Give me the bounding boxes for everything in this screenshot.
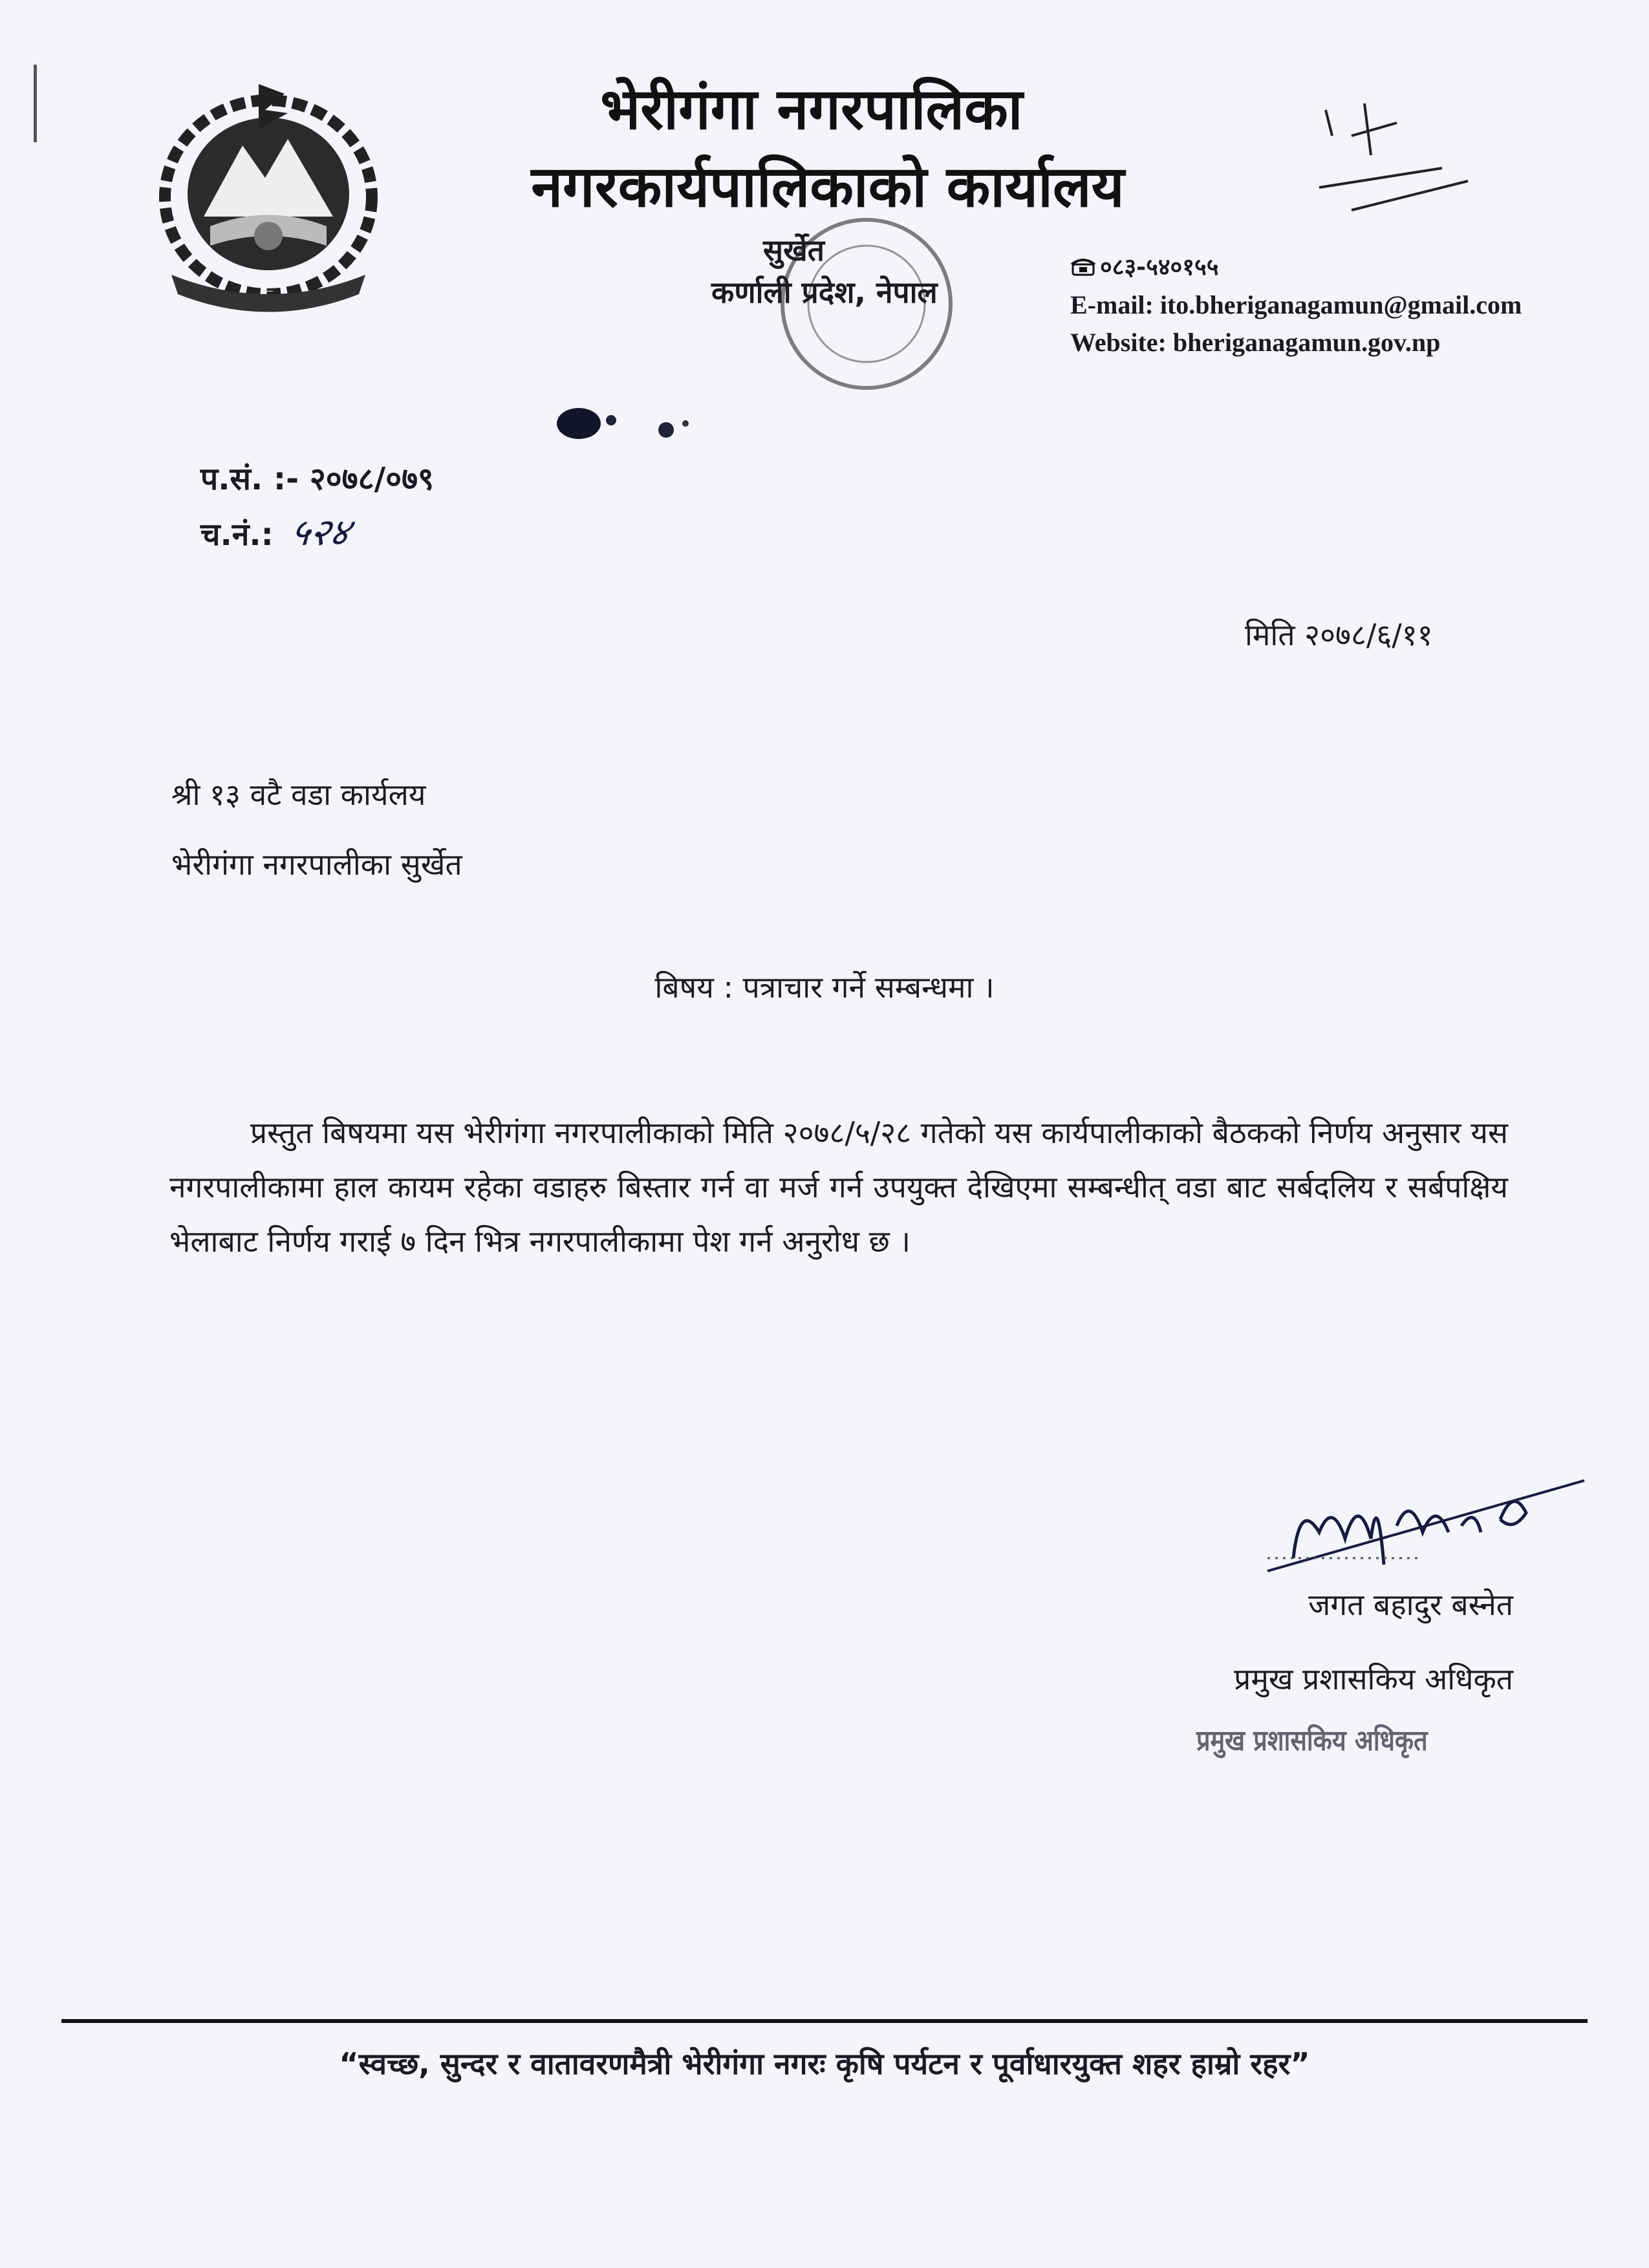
handwritten-signature [1255,1461,1591,1578]
addressee-line-2: भेरीगंगा नगरपालीका सुर्खेत [171,847,462,882]
letter-body: प्रस्तुत बिषयमा यस भेरीगंगा नगरपालीकाको मिति २०७८/५/२८ गतेको यस कार्यपालीकाको बैठकको निर्णय अनुसार यस नगरपालीकामा हाल कायम रहेका वडाहरु बिस्तार गर्न वा मर्ज गर्न उपयुक्त देखिएमा सम्बन्धीत् वडा बाट सर्बदलिय र सर्बपक्षिय भेलाबाट निर्णय गराई ७ दिन भित्र नगरपालीकामा पेश गर्न अनुरोध छ । [169,1115,1508,1259]
signer-title: प्रमुख प्रशासकिय अधिकृत [1234,1662,1513,1696]
cn-value: ५२४ [286,510,354,554]
designation-stamp: प्रमुख प्रशासकिय अधिकृत [1196,1724,1428,1757]
office-subtitle: नगरकार्यपालिकाको कार्यालय [531,153,1125,220]
letter-date: मिति २०७८/६/११ [1245,617,1433,652]
subject-line: बिषय : पत्राचार गर्ने सम्बन्धमा । [654,970,995,1005]
contact-block [1070,249,1522,361]
ps-line [200,453,434,506]
addressee-block [171,760,462,899]
cn-line [200,506,434,561]
ink-blot [550,394,711,465]
phone-number: ०८३-५४०१५५ [1100,254,1219,281]
ps-value: २०७८/०७९ [309,461,434,497]
footer-divider [61,2019,1588,2023]
phone-icon [1070,258,1096,276]
phone-line [1070,249,1522,286]
handwritten-initials [1313,97,1487,226]
ps-label: प.सं. :- [200,461,299,497]
website-line: Website: bheriganagamun.gov.np [1070,328,1441,357]
addressee-line-1: श्री १३ वटै वडा कार्यलय [171,777,426,812]
signer-name: जगत बहादुर बस्नेत [1308,1587,1513,1622]
office-title: भेरीगंगा नगरपालिका [600,76,1023,142]
reference-block [200,453,434,561]
email-line: E-mail: ito.bheriganagamun@gmail.com [1070,290,1522,319]
footer-motto: “स्वच्छ, सुन्दर र वातावरणमैत्री भेरीगंगा नगरः कृषि पर्यटन र पूर्वाधारयुक्त शहर हाम्रो रहर” [339,2046,1310,2081]
location-text: सुर्खेत [763,233,824,268]
province-text: कर्णाली प्रदेश, नेपाल [711,275,938,310]
svg-text:—: — [263,284,274,297]
cn-label: च.नं.: [200,517,274,553]
